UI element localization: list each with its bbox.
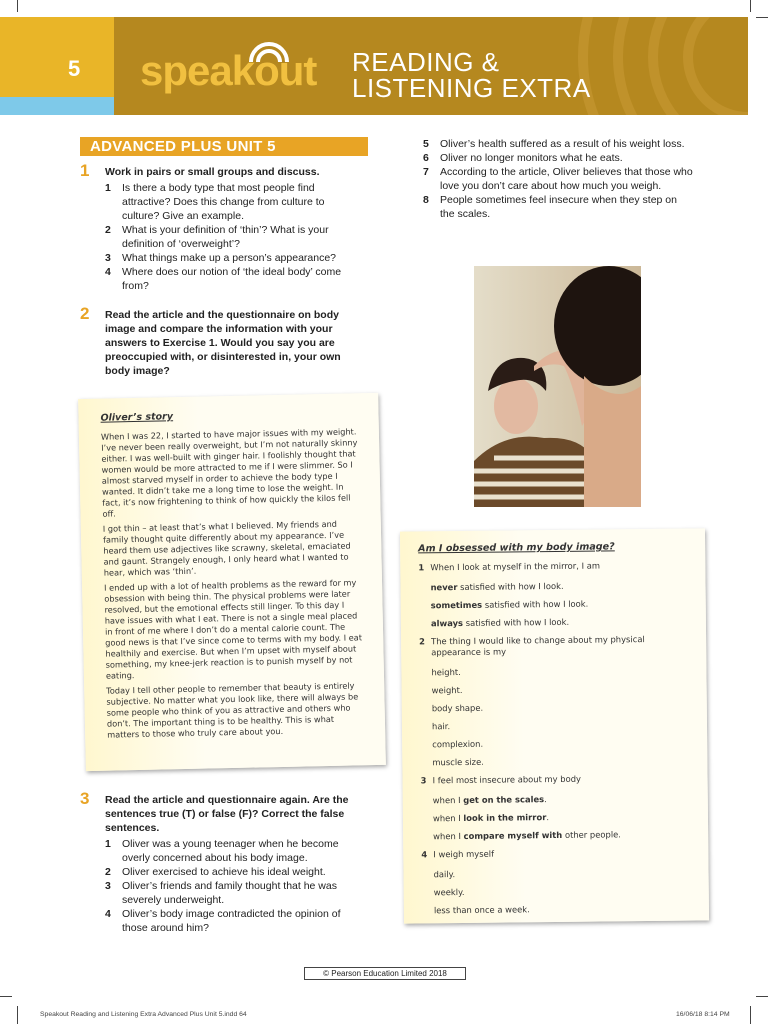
unit-heading: ADVANCED PLUS UNIT 5 bbox=[80, 137, 368, 156]
crop-mark bbox=[756, 17, 768, 18]
file-slug: Speakout Reading and Listening Extra Advanced Plus Unit 5.indd 64 bbox=[40, 1011, 247, 1018]
story-title: Oliver’s story bbox=[100, 411, 174, 424]
answer-option[interactable]: hair. bbox=[431, 721, 451, 732]
story-paragraph: When I was 22, I started to have major issues with my weight. I’ve never been really overweight, but I’m not naturally skinny either. I was well-built with ginger hair. I foolishly thought that women would be more attracted to me if I were slimmer. So I almost starved myself in order to achieve the body type I wanted. It didn’t take me a long time to lose the weight. In fact, it’s now frightening to think of how quickly the kilos fell off. bbox=[100, 426, 358, 519]
question-3: 3 I feel most insecure about my body bbox=[420, 773, 582, 786]
story-paragraph: Today I tell other people to remember that beauty is entirely subjective. No matter what you look like, there will always be some people who think of you as attractive and others who don’t. The important thing is to be healthy. This is what matters to those who truly care about you. bbox=[106, 680, 359, 740]
answer-option[interactable]: sometimes satisfied with how I look. bbox=[430, 598, 589, 611]
list-item: 5 Oliver’s health suffered as a result of his weight loss. bbox=[423, 138, 685, 150]
exercise-1-number: 1 bbox=[80, 161, 90, 180]
list-item: 4 Where does our notion of ‘the ideal body’ come from? bbox=[105, 266, 342, 292]
story-paragraph: I ended up with a lot of health problems as the reward for my obsession with being thin. The physical problems were later resolved, but the emotional effects still linger. To this day I have issues with what I eat. There is not a single meal placed in front of me where I don’t do a mental calorie count. The good news is that I’ve since come to terms with my body. I eat healthily and exercise. But when I’m upset with myself about something, my knee-jerk reaction is to punish myself by not eating. bbox=[103, 577, 363, 681]
unit-number: 5 bbox=[0, 17, 114, 97]
question-1: 1 When I look at myself in the mirror, I am bbox=[418, 560, 601, 573]
oliver-story-card bbox=[78, 393, 386, 771]
answer-option[interactable]: when I look in the mirror. bbox=[432, 812, 550, 824]
list-item: 2 Oliver exercised to achieve his ideal weight. bbox=[105, 866, 326, 878]
story-paragraph: I got thin – at least that’s what I believed. My friends and family thought quite differently about my appearance. I’ve heard them use adjectives like scrawny, skeletal, emaciated and gaunt. Strangely enough, I only heard what I wanted to hear, which was ‘thin’. bbox=[102, 518, 351, 578]
exercise-2-instruction: Read the article and the questionnaire on body image and compare the information with your answers to Exercise 1. Would you say you are preoccupied with, or disinterested in, your own body image? bbox=[105, 309, 341, 377]
exercise-3-number: 3 bbox=[80, 789, 90, 808]
photo-illustration bbox=[474, 266, 641, 507]
mirror-photo bbox=[474, 266, 641, 507]
answer-option[interactable]: less than once a week. bbox=[433, 904, 530, 916]
exercise-3-statements-continued bbox=[423, 137, 693, 221]
question-4: 4 I weigh myself bbox=[421, 848, 495, 860]
answer-option[interactable]: weight. bbox=[431, 684, 463, 696]
answer-option[interactable]: height. bbox=[431, 666, 461, 678]
list-item: 2 What is your definition of ‘thin’? What is your definition of ‘overweight’? bbox=[105, 224, 329, 250]
copyright-notice: © Pearson Education Limited 2018 bbox=[304, 967, 466, 980]
list-item: 3 Oliver’s friends and family thought that he was severely underweight. bbox=[105, 880, 337, 906]
exercise-2-number: 2 bbox=[80, 304, 90, 323]
crop-mark bbox=[0, 996, 12, 997]
header-title: READING & LISTENING EXTRA bbox=[352, 47, 591, 103]
answer-option[interactable]: daily. bbox=[433, 869, 456, 880]
exercise-3-statements bbox=[105, 837, 360, 935]
answer-option[interactable]: always satisfied with how I look. bbox=[430, 616, 570, 629]
print-timestamp: 16/06/18 8:14 PM bbox=[676, 1011, 730, 1018]
crop-mark bbox=[750, 0, 751, 12]
body-image-questionnaire bbox=[400, 528, 709, 923]
header-accent-strip bbox=[0, 97, 114, 115]
exercise-3-instruction: Read the article and questionnaire again. Are the sentences true (T) or false (F)? Correct the false sentences. bbox=[105, 794, 349, 834]
list-item: 7 According to the article, Oliver believes that those who love you don’t care about how much you weigh. bbox=[423, 166, 693, 192]
crop-mark bbox=[756, 996, 768, 997]
list-item: 8 People sometimes feel insecure when they step on the scales. bbox=[423, 194, 677, 220]
speakout-logo: speakout bbox=[140, 47, 317, 94]
answer-option[interactable]: when I get on the scales. bbox=[432, 794, 547, 806]
crop-mark bbox=[17, 1006, 18, 1024]
answer-option[interactable]: muscle size. bbox=[432, 756, 484, 768]
list-item: 3 What things make up a person’s appearance? bbox=[105, 252, 337, 264]
questionnaire-title: Am I obsessed with my body image? bbox=[418, 541, 615, 555]
question-2: 2 The thing I would like to change about my physical appearance is my bbox=[419, 634, 645, 658]
crop-mark bbox=[17, 0, 18, 12]
answer-option[interactable]: never satisfied with how I look. bbox=[430, 580, 564, 593]
crop-mark bbox=[750, 1006, 751, 1024]
header-band bbox=[0, 17, 748, 115]
answer-option[interactable]: body shape. bbox=[431, 702, 484, 714]
list-item: 1 Is there a body type that most people find attractive? Does this change from culture to culture? Give an example. bbox=[105, 182, 325, 222]
answer-option[interactable]: when I compare myself with other people. bbox=[433, 829, 621, 842]
logo-wave-icon bbox=[247, 42, 291, 64]
list-item: 4 Oliver’s body image contradicted the opinion of those around him? bbox=[105, 908, 341, 934]
answer-option[interactable]: complexion. bbox=[432, 738, 484, 750]
exercise-1-instruction: Work in pairs or small groups and discuss. bbox=[105, 166, 320, 178]
answer-option[interactable]: weekly. bbox=[433, 886, 465, 898]
list-item: 1 Oliver was a young teenager when he become overly concerned about his body image. bbox=[105, 838, 339, 864]
exercise-1-questions bbox=[105, 181, 363, 293]
list-item: 6 Oliver no longer monitors what he eats. bbox=[423, 152, 623, 164]
